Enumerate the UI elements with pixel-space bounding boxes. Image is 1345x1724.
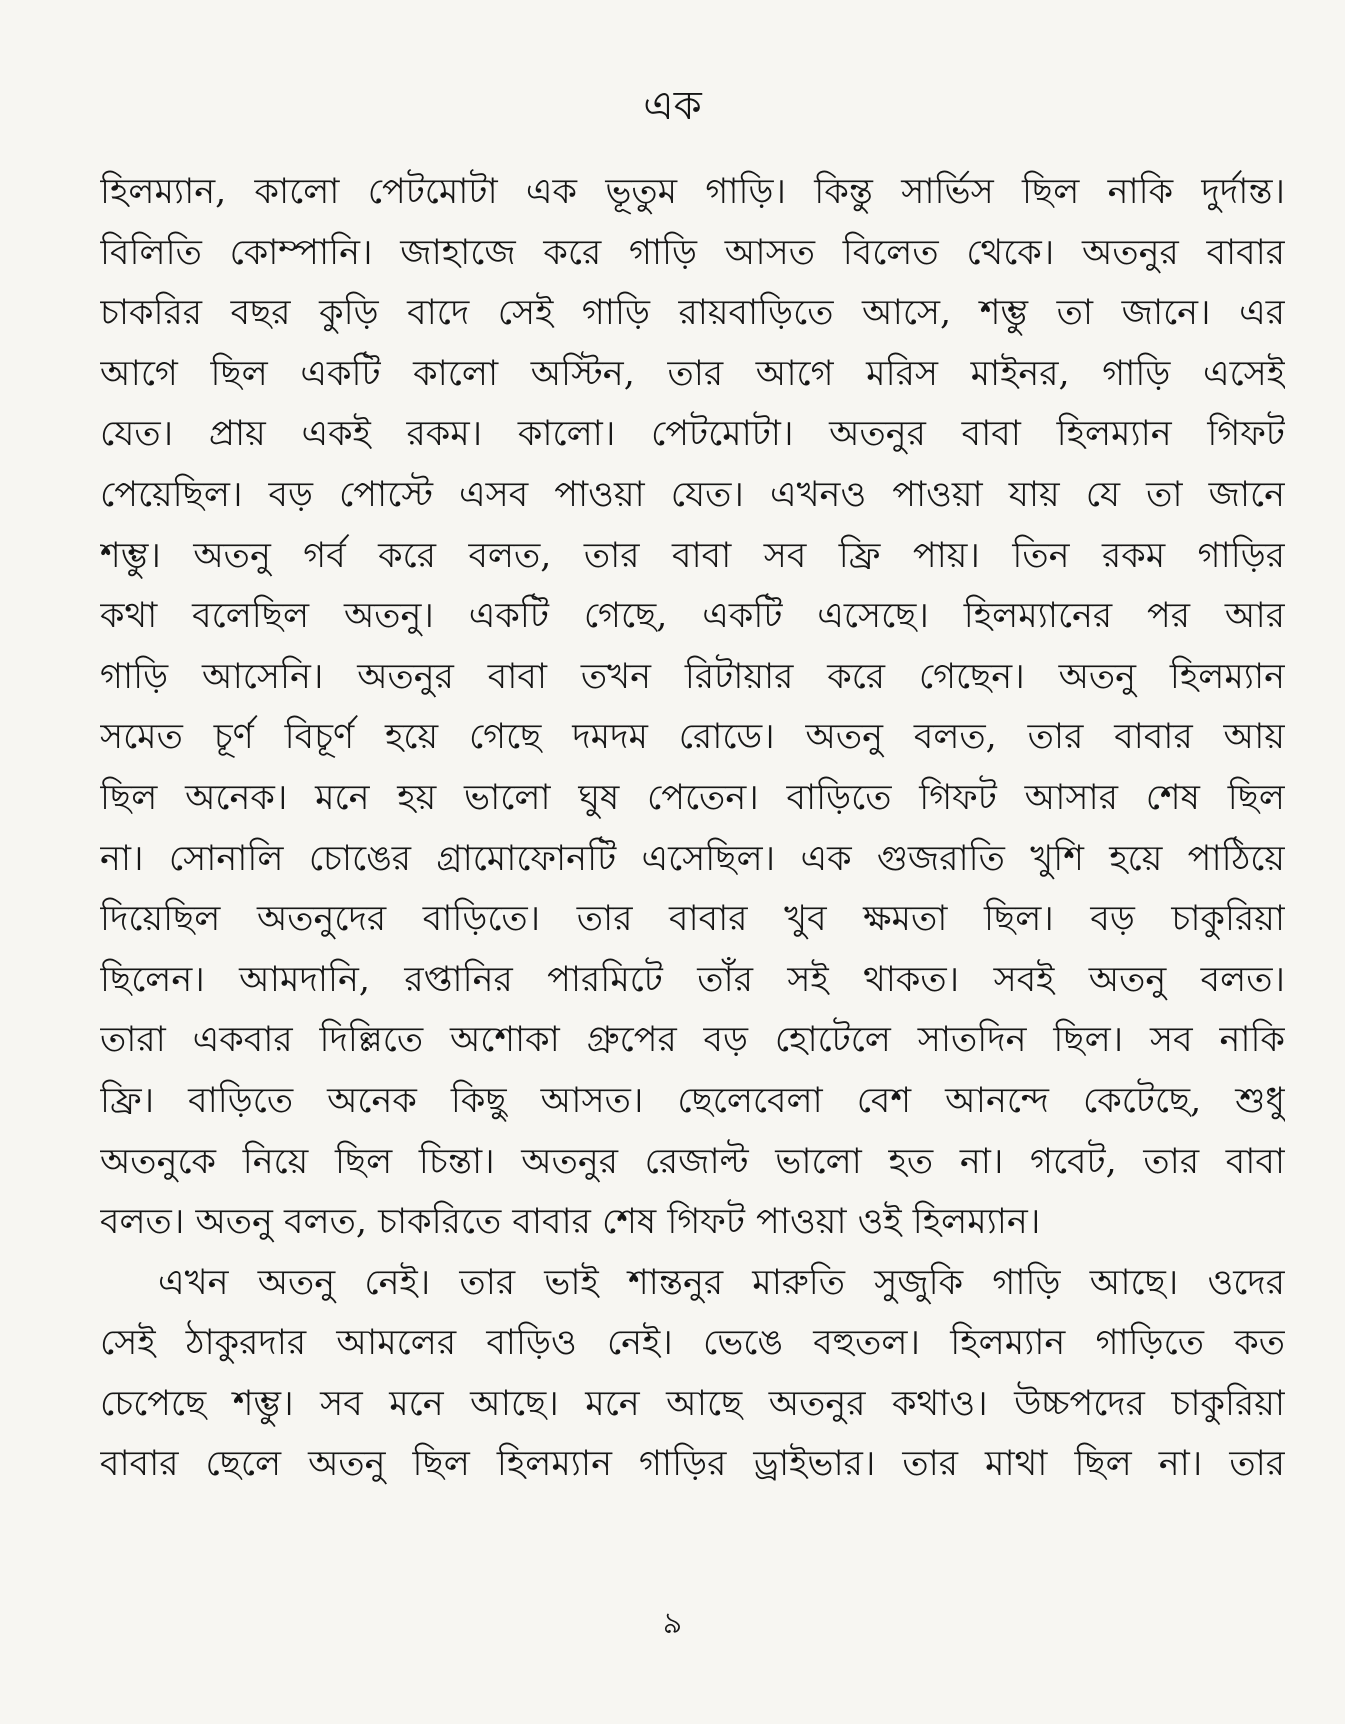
text-line: কথা বলেছিল অতনু। একটি গেছে, একটি এসেছে। হিলম্যানের পর আর [100, 596, 1285, 637]
text-line: বাবার ছেলে অতনু ছিল হিলম্যান গাড়ির ড্রাইভার। তার মাথা ছিল না। তার [100, 1444, 1285, 1485]
text-line: দিয়েছিল অতনুদের বাড়িতে। তার বাবার খুব ক্ষমতা ছিল। বড় চাকুরিয়া [100, 899, 1285, 940]
text-line: ছিল অনেক। মনে হয় ভালো ঘুষ পেতেন। বাড়িতে গিফট আসার শেষ ছিল [100, 777, 1285, 818]
text-line: সেই ঠাকুরদার আমলের বাড়িও নেই। ভেঙে বহুতল। হিলম্যান গাড়িতে কত [100, 1323, 1285, 1364]
text-line: চেপেছে শম্ভু। সব মনে আছে। মনে আছে অতনুর কথাও। উচ্চপদের চাকুরিয়া [100, 1383, 1285, 1424]
text-line: ছিলেন। আমদানি, রপ্তানির পারমিটে তাঁর সই থাকত। সবই অতনু বলত। [100, 959, 1285, 1000]
text-line: হিলম্যান, কালো পেটমোটা এক ভূতুম গাড়ি। কিন্তু সার্ভিস ছিল নাকি দুর্দান্ত। [100, 172, 1285, 212]
text-line: এখন অতনু নেই। তার ভাই শান্তনুর মারুতি সুজুকি গাড়ি আছে। ওদের [158, 1262, 1285, 1303]
text-line: না। সোনালি চোঙের গ্রামোফোনটি এসেছিল। এক গুজরাতি খুশি হয়ে পাঠিয়ে [100, 838, 1285, 879]
text-line: তারা একবার দিল্লিতে অশোকা গ্রুপের বড় হোটেলে সাতদিন ছিল। সব নাকি [100, 1020, 1285, 1061]
text-line: বিলিতি কোম্পানি। জাহাজে করে গাড়ি আসত বিলেত থেকে। অতনুর বাবার [100, 232, 1285, 273]
body-text [100, 162, 1285, 1495]
text-line: গাড়ি আসেনি। অতনুর বাবা তখন রিটায়ার করে গেছেন। অতনু হিলম্যান [100, 656, 1285, 697]
text-line: চাকরির বছর কুড়ি বাদে সেই গাড়ি রায়বাড়িতে আসে, শম্ভু তা জানে। এর [100, 293, 1285, 334]
text-line: বলত। অতনু বলত, চাকরিতে বাবার শেষ গিফট পাওয়া ওই হিলম্যান। [100, 1202, 1041, 1243]
chapter-heading: এক [643, 83, 702, 129]
text-line: আগে ছিল একটি কালো অস্টিন, তার আগে মরিস মাইনর, গাড়ি এসেই [100, 353, 1285, 394]
text-line: ফ্রি। বাড়িতে অনেক কিছু আসত। ছেলেবেলা বেশ আনন্দে কেটেছে, শুধু [100, 1080, 1285, 1121]
text-line: যেত। প্রায় একই রকম। কালো। পেটমোটা। অতনুর বাবা হিলম্যান গিফট [100, 414, 1285, 455]
text-line: সমেত চূর্ণ বিচূর্ণ হয়ে গেছে দমদম রোডে। অতনু বলত, তার বাবার আয় [100, 717, 1285, 758]
text-line: অতনুকে নিয়ে ছিল চিন্তা। অতনুর রেজাল্ট ভালো হত না। গবেট, তার বাবা [100, 1141, 1285, 1182]
page-number: ৯ [662, 1606, 683, 1641]
text-line: শম্ভু। অতনু গর্ব করে বলত, তার বাবা সব ফ্রি পায়। তিন রকম গাড়ির [100, 535, 1285, 576]
text-line: পেয়েছিল। বড় পোস্টে এসব পাওয়া যেত। এখনও পাওয়া যায় যে তা জানে [100, 474, 1285, 515]
